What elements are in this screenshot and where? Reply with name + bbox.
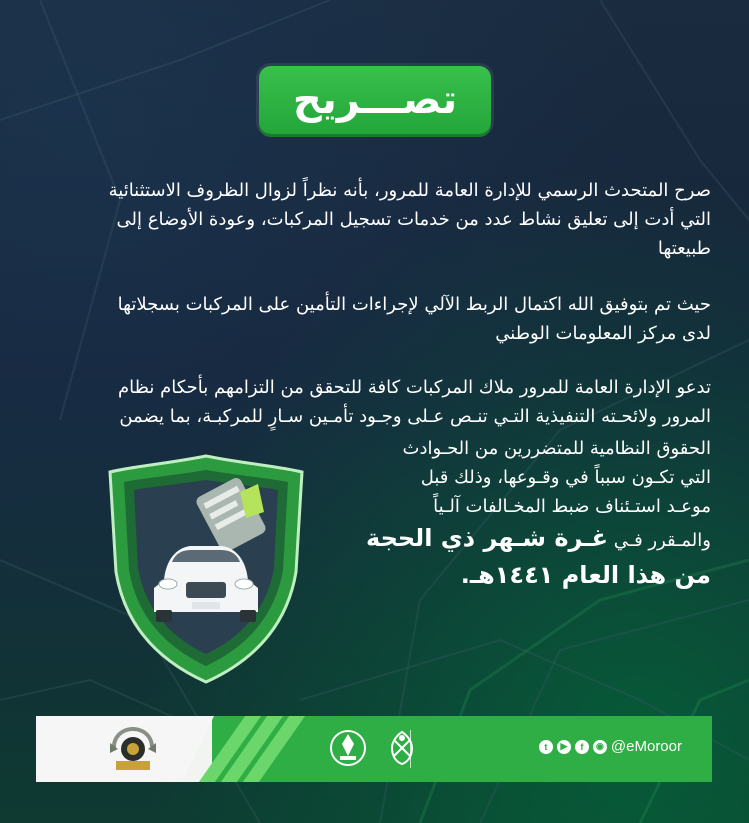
ministry-emblem-icon	[382, 726, 422, 770]
paragraph-deadline	[311, 434, 711, 592]
paragraph-line: التي تكـون سبباً في وقـوعها، وذلك قبل	[420, 467, 711, 488]
deadline-year: من هذا العام ١٤٤١هـ.	[460, 561, 711, 589]
car-insurance-shield-icon	[106, 452, 306, 684]
deadline-prefix: والمـقرر فـي	[608, 530, 711, 551]
page-title: تصـــريح	[292, 77, 458, 123]
title-badge	[259, 66, 491, 134]
social-handle[interactable]	[539, 738, 682, 755]
paragraph-line: المرور ولائحـته التنفيذية التـي تنـص عـلى وجـود تأمـين سـارٍ للمركبـة، بما يضمن	[119, 406, 711, 427]
paragraph-line: طبيعتها	[657, 238, 711, 259]
paragraph-line: تدعو الإدارة العامة للمرور ملاك المركبات كافة للتحقق من التزامهم بأحكام نظام	[117, 377, 711, 398]
instagram-icon[interactable]: ◉	[593, 740, 607, 754]
paragraph-line: الحقوق النظامية للمتضررين من الحـوادث	[402, 438, 711, 459]
paragraph-call	[31, 373, 711, 431]
traffic-department-crest-icon	[106, 723, 160, 775]
deadline-line	[311, 521, 711, 558]
twitter-icon[interactable]: t	[539, 740, 553, 754]
deadline-date: غـرة شـهر ذي الحجة	[366, 524, 609, 552]
paragraph-statement	[31, 176, 711, 263]
paragraph-line: صرح المتحدث الرسمي للإدارة العامة للمرور، بأنه نظراً لزوال الظروف الاستثنائية	[108, 180, 711, 201]
paragraph-line: موعـد استـئناف ضبط المخـالفات آلـياً	[433, 496, 711, 517]
security-emblem-icon	[328, 726, 368, 770]
paragraph-line: حيث تم بتوفيق الله اكتمال الربط الآلي لإجراءات التأمين على المركبات بسجلاتها	[117, 294, 711, 315]
youtube-icon[interactable]: ▶	[557, 740, 571, 754]
handle-text: @eMoroor	[610, 738, 682, 755]
facebook-icon[interactable]: f	[575, 740, 589, 754]
paragraph-line: لدى مركز المعلومات الوطني	[495, 323, 711, 344]
footer-bar	[36, 716, 712, 782]
paragraph-line: التي أدت إلى تعليق نشاط عدد من خدمات تسجيل المركبات، وعودة الأوضاع إلى	[116, 209, 711, 230]
paragraph-linking	[31, 290, 711, 348]
